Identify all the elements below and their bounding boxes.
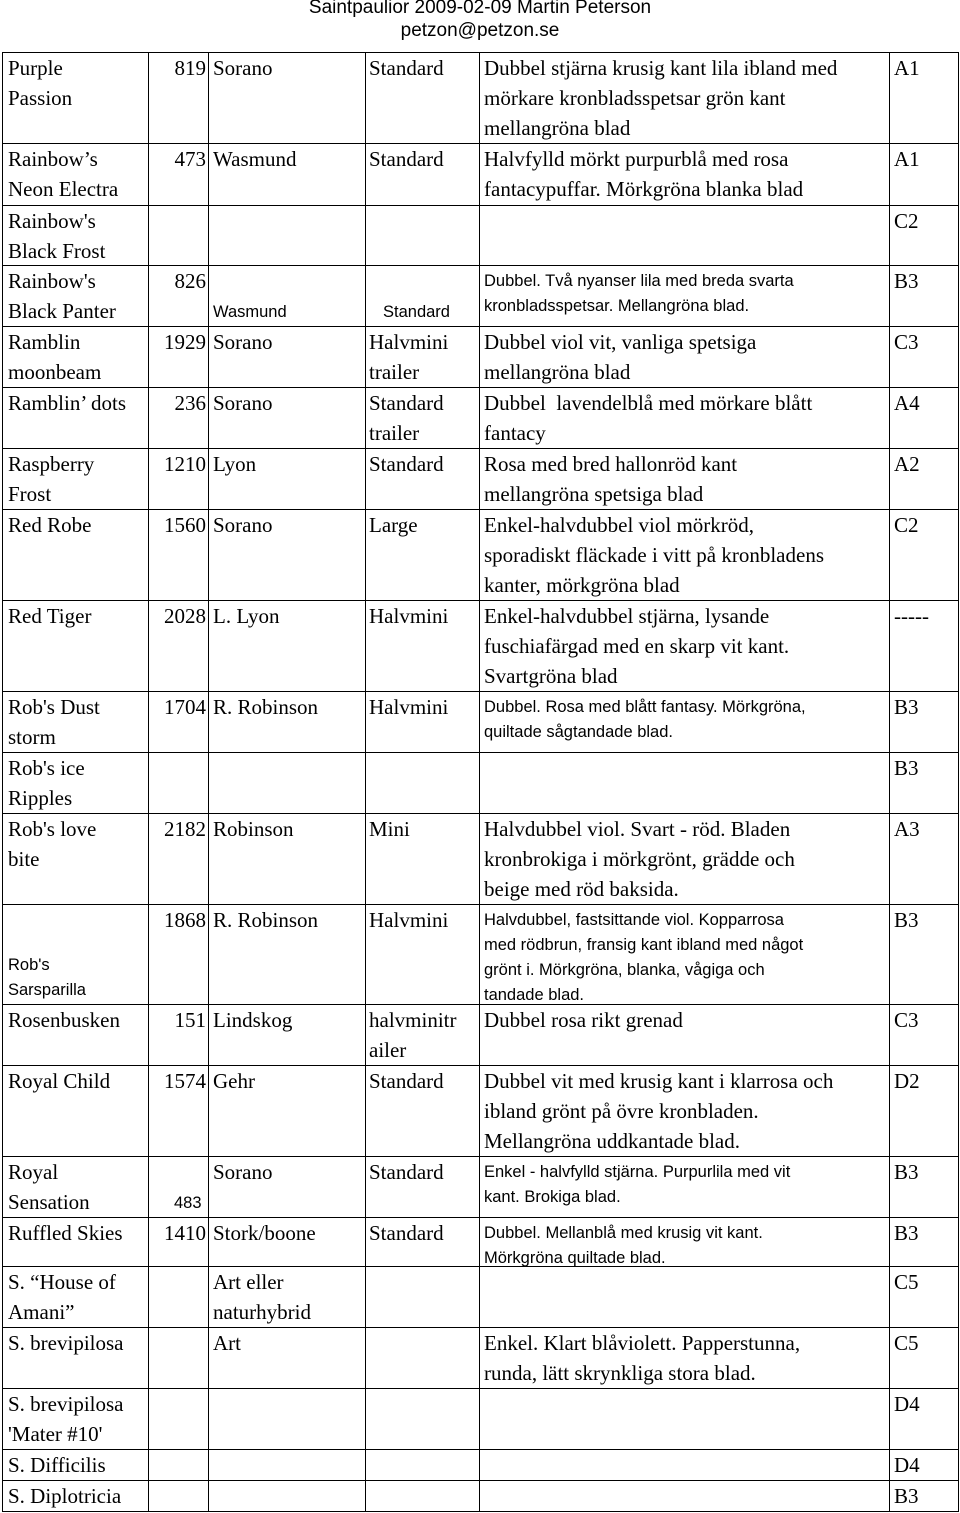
size-cell: halvminitr <box>369 1008 457 1032</box>
name-cell: moonbeam <box>8 360 102 384</box>
name-cell: Ramblin’ dots <box>8 391 127 415</box>
code-cell: A1 <box>894 56 920 80</box>
desc-cell: kronbladsspetsar. Mellangröna blad. <box>484 297 750 315</box>
code-cell: A3 <box>894 817 920 841</box>
num-cell: 1704 <box>164 695 206 719</box>
code-cell: ----- <box>894 604 929 628</box>
row-divider <box>2 1156 959 1157</box>
name-cell: Red Robe <box>8 513 92 537</box>
desc-cell: beige med röd baksida. <box>484 877 679 901</box>
num-cell: 236 <box>174 391 206 415</box>
code-cell: B3 <box>894 756 919 780</box>
column-divider <box>2 52 3 1512</box>
num-cell: 2182 <box>164 817 206 841</box>
desc-cell: tandade blad. <box>484 986 585 1004</box>
desc-cell: Enkel - halvfylld stjärna. Purpurlila med vit <box>484 1163 791 1181</box>
desc-cell: ibland grönt på övre kronbladen. <box>484 1099 759 1123</box>
size-cell: Standard <box>383 303 450 321</box>
num-cell: 1929 <box>164 330 206 354</box>
name-cell: Rob's love <box>8 817 97 841</box>
name-cell: Rainbow's <box>8 269 96 293</box>
name-cell: Ruffled Skies <box>8 1221 123 1245</box>
breeder-cell: Sorano <box>213 391 273 415</box>
name-cell: Red Tiger <box>8 604 92 628</box>
code-cell: A2 <box>894 452 920 476</box>
row-divider <box>2 1480 959 1481</box>
row-divider <box>2 1388 959 1389</box>
row-divider <box>2 205 959 206</box>
desc-cell: runda, lätt skrynkliga stora blad. <box>484 1361 756 1385</box>
name-cell: Royal Child <box>8 1069 111 1093</box>
name-cell: Sensation <box>8 1190 90 1214</box>
name-cell: Rob's Dust <box>8 695 100 719</box>
name-cell: S. brevipilosa <box>8 1392 124 1416</box>
desc-cell: mellangröna blad <box>484 116 631 140</box>
name-cell: Rob's <box>8 956 50 974</box>
code-cell: D4 <box>894 1453 920 1477</box>
name-cell: Rainbow's <box>8 209 96 233</box>
size-cell: Standard <box>369 452 444 476</box>
name-cell: Amani” <box>8 1300 75 1324</box>
code-cell: B3 <box>894 1221 919 1245</box>
desc-cell: Dubbel. Mellanblå med krusig vit kant. <box>484 1224 763 1242</box>
breeder-cell: R. Robinson <box>213 695 319 719</box>
num-cell: 1574 <box>164 1069 206 1093</box>
breeder-cell: Sorano <box>213 56 273 80</box>
desc-cell: sporadiskt fläckade i vitt på kronbladens <box>484 543 824 567</box>
size-cell: Standard <box>369 1069 444 1093</box>
name-cell: Ripples <box>8 786 73 810</box>
desc-cell: Dubbel. Två nyanser lila med breda svarta <box>484 272 794 290</box>
name-cell: Neon Electra <box>8 177 119 201</box>
desc-cell: Mellangröna uddkantade blad. <box>484 1129 740 1153</box>
breeder-cell: Wasmund <box>213 147 297 171</box>
code-cell: C5 <box>894 1270 919 1294</box>
code-cell: B3 <box>894 1484 919 1508</box>
column-divider <box>479 52 480 1512</box>
size-cell: trailer <box>369 421 420 445</box>
breeder-cell: naturhybrid <box>213 1300 311 1324</box>
breeder-cell: Sorano <box>213 1160 273 1184</box>
name-cell: Frost <box>8 482 52 506</box>
size-cell: trailer <box>369 360 420 384</box>
name-cell: S. Diplotricia <box>8 1484 122 1508</box>
name-cell: S. “House of <box>8 1270 116 1294</box>
breeder-cell: R. Robinson <box>213 908 319 932</box>
column-divider <box>208 52 209 1512</box>
desc-cell: Enkel-halvdubbel stjärna, lysande <box>484 604 770 628</box>
size-cell: Standard <box>369 147 444 171</box>
row-divider <box>2 1266 959 1267</box>
name-cell: storm <box>8 725 56 749</box>
column-divider <box>958 52 959 1512</box>
name-cell: Raspberry <box>8 452 95 476</box>
desc-cell: mellangröna blad <box>484 360 631 384</box>
code-cell: B3 <box>894 908 919 932</box>
row-divider <box>2 1511 959 1512</box>
size-cell: Halvmini <box>369 695 449 719</box>
name-cell: S. Difficilis <box>8 1453 106 1477</box>
breeder-cell: L. Lyon <box>213 604 280 628</box>
breeder-cell: Art eller <box>213 1270 284 1294</box>
size-cell: Halvmini <box>369 908 449 932</box>
row-divider <box>2 1449 959 1450</box>
size-cell: Standard <box>369 1160 444 1184</box>
column-divider <box>365 52 366 1512</box>
breeder-cell: Gehr <box>213 1069 255 1093</box>
size-cell: Standard <box>369 391 444 415</box>
num-cell: 1868 <box>164 908 206 932</box>
desc-cell: Halvdubbel, fastsittande viol. Kopparrosa <box>484 911 784 929</box>
desc-cell: kant. Brokiga blad. <box>484 1188 621 1206</box>
name-cell: 'Mater #10' <box>8 1422 103 1446</box>
name-cell: Rainbow’s <box>8 147 98 171</box>
code-cell: B3 <box>894 269 919 293</box>
num-cell: 826 <box>174 269 206 293</box>
name-cell: Royal <box>8 1160 59 1184</box>
code-cell: D4 <box>894 1392 920 1416</box>
desc-cell: med rödbrun, fransig kant ibland med något <box>484 936 804 954</box>
desc-cell: Enkel. Klart blåviolett. Papperstunna, <box>484 1331 801 1355</box>
name-cell: Ramblin <box>8 330 81 354</box>
desc-cell: mörkare kronbladsspetsar grön kant <box>484 86 786 110</box>
code-cell: C5 <box>894 1331 919 1355</box>
size-cell: Standard <box>369 1221 444 1245</box>
size-cell: ailer <box>369 1038 407 1062</box>
desc-cell: fuschiafärgad med en skarp vit kant. <box>484 634 790 658</box>
desc-cell: Svartgröna blad <box>484 664 618 688</box>
code-cell: A1 <box>894 147 920 171</box>
num-cell: 2028 <box>164 604 206 628</box>
desc-cell: Dubbel rosa rikt grenad <box>484 1008 683 1032</box>
name-cell: S. brevipilosa <box>8 1331 124 1355</box>
column-divider <box>889 52 890 1512</box>
name-cell: Rob's ice <box>8 756 85 780</box>
num-cell: 151 <box>174 1008 206 1032</box>
breeder-cell: Sorano <box>213 330 273 354</box>
desc-cell: grönt i. Mörkgröna, blanka, vågiga och <box>484 961 765 979</box>
name-cell: Passion <box>8 86 73 110</box>
code-cell: A4 <box>894 391 920 415</box>
num-cell: 1210 <box>164 452 206 476</box>
name-cell: Black Panter <box>8 299 116 323</box>
desc-cell: Halvfylld mörkt purpurblå med rosa <box>484 147 789 171</box>
num-cell: 483 <box>174 1194 202 1212</box>
desc-cell: kanter, mörkgröna blad <box>484 573 680 597</box>
breeder-cell: Sorano <box>213 513 273 537</box>
size-cell: Large <box>369 513 418 537</box>
breeder-cell: Stork/boone <box>213 1221 316 1245</box>
desc-cell: Dubbel stjärna krusig kant lila ibland med <box>484 56 838 80</box>
desc-cell: Dubbel vit med krusig kant i klarrosa och <box>484 1069 834 1093</box>
name-cell: Sarsparilla <box>8 981 86 999</box>
name-cell: bite <box>8 847 40 871</box>
desc-cell: kronbrokiga i mörkgrönt, grädde och <box>484 847 795 871</box>
num-cell: 1560 <box>164 513 206 537</box>
desc-cell: Enkel-halvdubbel viol mörkröd, <box>484 513 755 537</box>
code-cell: C2 <box>894 513 919 537</box>
desc-cell: fantacy <box>484 421 546 445</box>
desc-cell: Dubbel viol vit, vanliga spetsiga <box>484 330 757 354</box>
breeder-cell: Wasmund <box>213 303 287 321</box>
code-cell: C3 <box>894 330 919 354</box>
breeder-cell: Robinson <box>213 817 294 841</box>
page-header-title: Saintpaulior 2009-02-09 Martin Peterson <box>308 0 652 18</box>
page-header-email: petzon@petzon.se <box>400 20 560 41</box>
name-cell: Purple <box>8 56 63 80</box>
breeder-cell: Lindskog <box>213 1008 293 1032</box>
desc-cell: Dubbel. Rosa med blått fantasy. Mörkgröna, <box>484 698 806 716</box>
name-cell: Rosenbusken <box>8 1008 120 1032</box>
size-cell: Halvmini <box>369 330 449 354</box>
code-cell: B3 <box>894 695 919 719</box>
desc-cell: Mörkgröna quiltade blad. <box>484 1249 666 1267</box>
row-divider <box>2 1327 959 1328</box>
desc-cell: Dubbel lavendelblå med mörkare blått <box>484 391 813 415</box>
size-cell: Standard <box>369 56 444 80</box>
desc-cell: mellangröna spetsiga blad <box>484 482 704 506</box>
num-cell: 473 <box>174 147 206 171</box>
num-cell: 1410 <box>164 1221 206 1245</box>
size-cell: Mini <box>369 817 410 841</box>
code-cell: D2 <box>894 1069 920 1093</box>
size-cell: Halvmini <box>369 604 449 628</box>
desc-cell: fantacypuffar. Mörkgröna blanka blad <box>484 177 804 201</box>
code-cell: C3 <box>894 1008 919 1032</box>
breeder-cell: Lyon <box>213 452 257 476</box>
breeder-cell: Art <box>213 1331 241 1355</box>
name-cell: Black Frost <box>8 239 106 263</box>
desc-cell: quiltade sågtandade blad. <box>484 723 673 741</box>
desc-cell: Halvdubbel viol. Svart - röd. Bladen <box>484 817 791 841</box>
code-cell: B3 <box>894 1160 919 1184</box>
row-divider <box>2 752 959 753</box>
desc-cell: Rosa med bred hallonröd kant <box>484 452 738 476</box>
code-cell: C2 <box>894 209 919 233</box>
num-cell: 819 <box>174 56 206 80</box>
